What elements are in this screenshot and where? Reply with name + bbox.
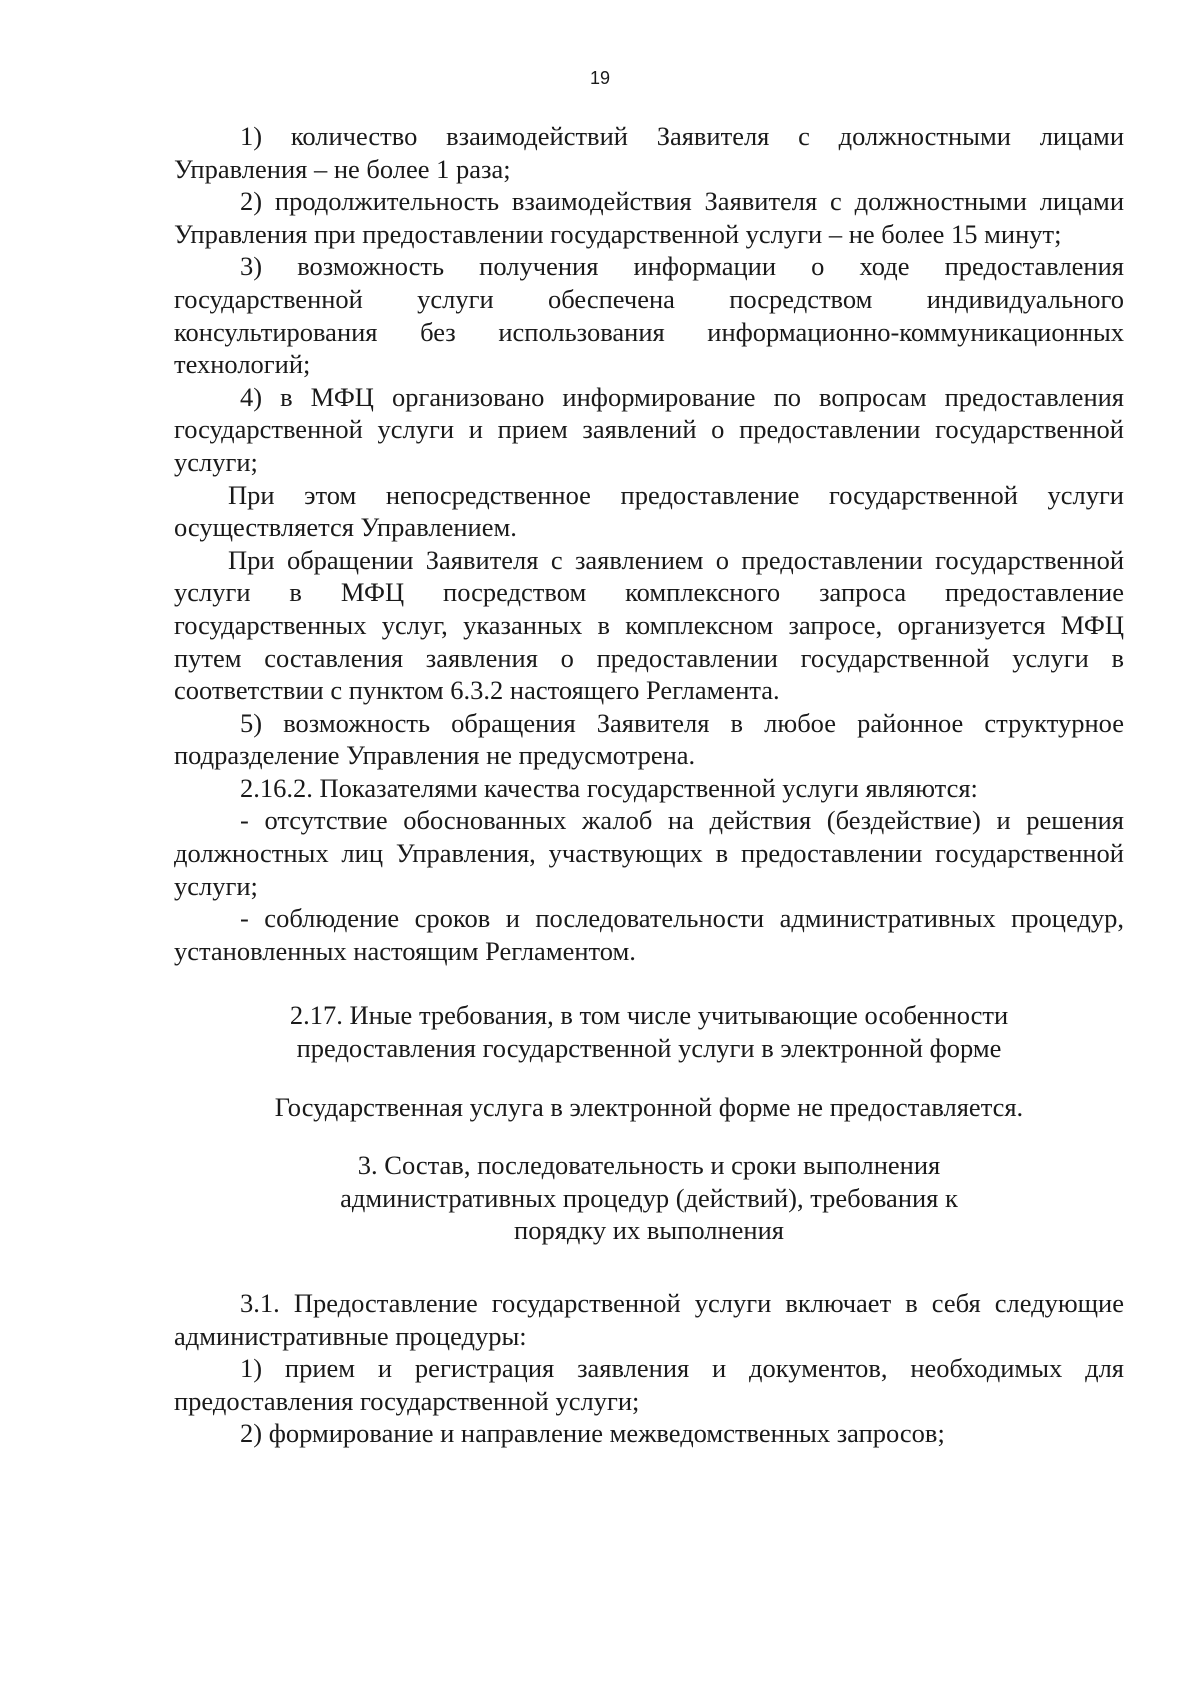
paragraph-no-complaints: - отсутствие обоснованных жалоб на действия (бездействие) и решения должностных лиц Управления, участвующих в предоставлении государственной услуги; [174, 805, 1124, 901]
section-heading-2-17 [174, 999, 1124, 1064]
paragraph-procedure-1: 1) прием и регистрация заявления и документов, необходимых для предоставления государственной услуги; [174, 1353, 1124, 1416]
heading-line: 2.17. Иные требования, в том числе учитывающие особенности [289, 1000, 1009, 1031]
paragraph-mfc-informing: 4) в МФЦ организовано информирование по вопросам предоставления государственной услуги и прием заявлений о предоставлении государственной услуги; [174, 381, 1124, 477]
paragraph-district-division: 5) возможность обращения Заявителя в любое районное структурное подразделение Управления не предусмотрена. [174, 707, 1124, 771]
paragraph-complex-request: При обращении Заявителя с заявлением о предоставлении государственной услуги в МФЦ посредством комплексного запроса предоставление государственных услуг, указанных в комплексном запросе, организуется МФЦ путем составления заявления о предоставлении государственной услуги в соответствии с пунктом 6.3.2 настоящего Регламента. [174, 544, 1124, 706]
heading-line: административных процедур (действий), требования к [340, 1182, 958, 1213]
paragraph-direct-provision: При этом непосредственное предоставление государственной услуги осуществляется Управлением. [174, 479, 1124, 543]
document-body [174, 120, 1124, 1450]
heading-line: предоставления государственной услуги в электронной форме [296, 1033, 1002, 1064]
heading-line: 3. Состав, последовательность и сроки выполнения [357, 1150, 941, 1181]
paragraph-procedure-2: 2) формирование и направление межведомственных запросов; [240, 1418, 945, 1449]
electronic-form-note: Государственная услуга в электронной форме не предоставляется. [274, 1091, 1024, 1122]
heading-line: порядку их выполнения [514, 1215, 784, 1246]
paragraph-quality-indicators: 2.16.2. Показателями качества государственной услуги являются: [240, 772, 978, 803]
paragraph-3-1: 3.1. Предоставление государственной услуги включает в себя следующие административные процедуры: [174, 1288, 1124, 1351]
paragraph-deadlines-compliance: - соблюдение сроков и последовательности административных процедур, установленных настоящим Регламентом. [174, 903, 1124, 966]
paragraph-interaction-duration: 2) продолжительность взаимодействия Заявителя с должностными лицами Управления при предоставлении государственной услуги – не более 15 минут; [174, 186, 1124, 249]
page-number: 19 [589, 68, 611, 88]
paragraph-interactions-count: 1) количество взаимодействий Заявителя с должностными лицами Управления – не более 1 раза; [174, 121, 1124, 184]
section-heading-3 [174, 1149, 1124, 1247]
paragraph-information-availability: 3) возможность получения информации о ходе предоставления государственной услуги обеспечена посредством индивидуального консультирования без использования информационно-коммуникационных технологий; [174, 251, 1124, 380]
